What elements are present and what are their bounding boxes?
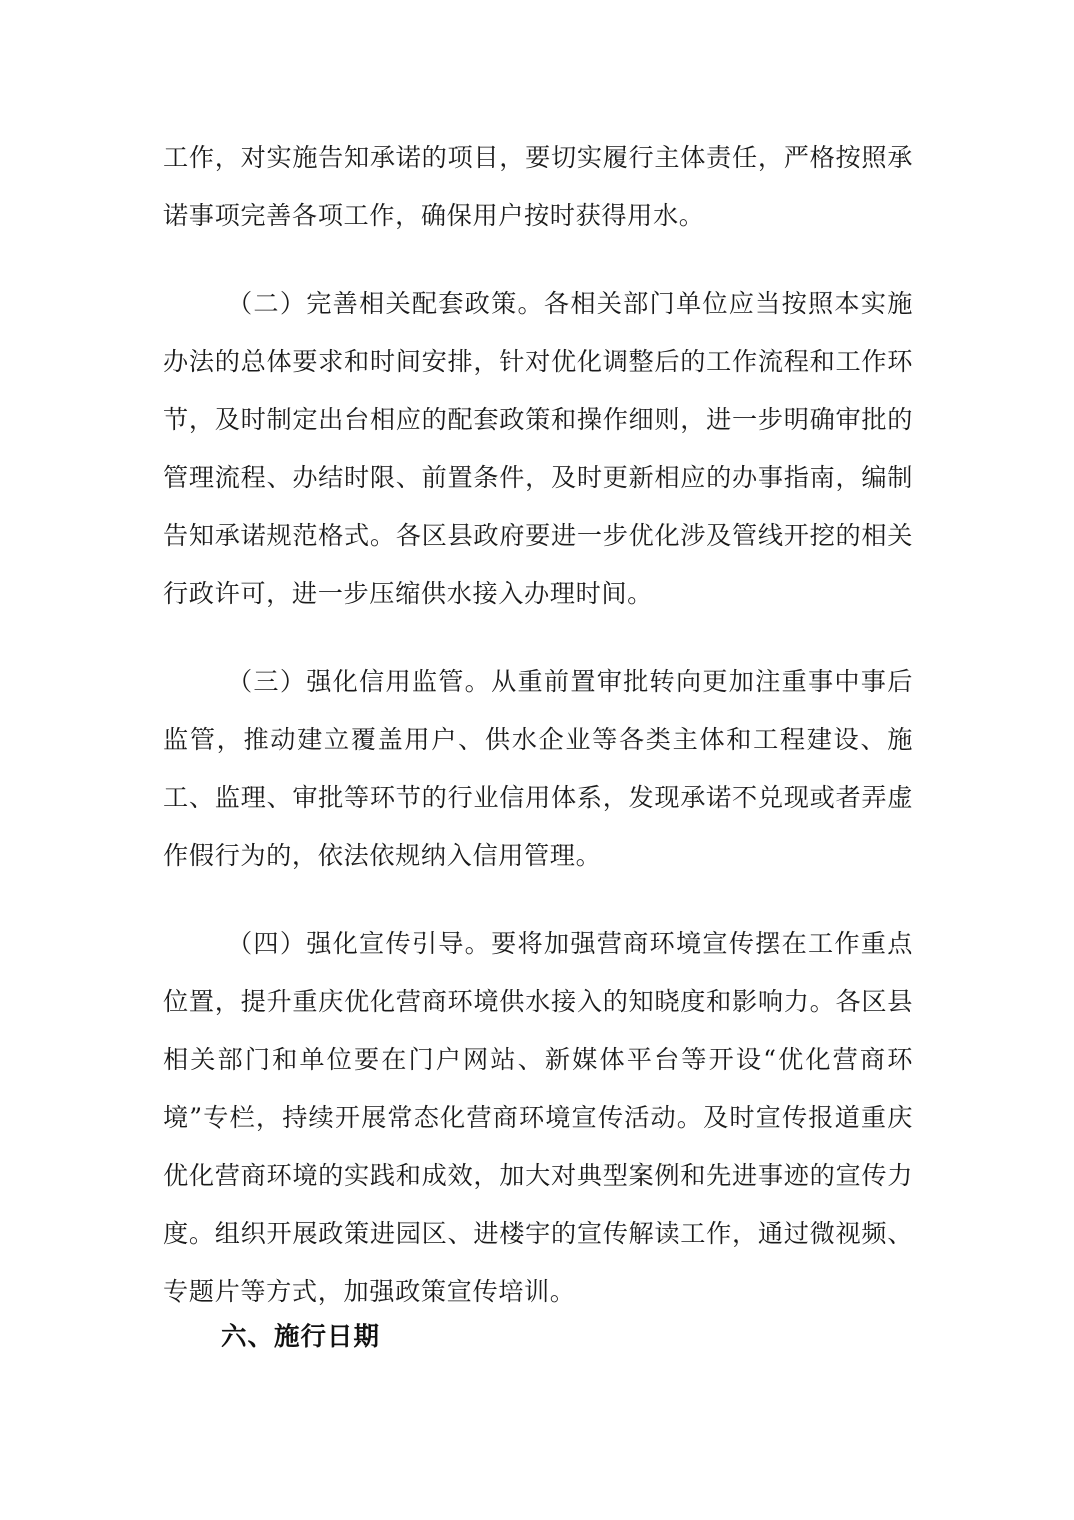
paragraph-improve-policies <box>163 275 913 623</box>
section-heading: 六、施行日期 <box>221 1322 381 1352</box>
paragraph-text: 从重前置审批转向更加注重事中事后监管，推动建立覆盖用户、供水企业等各类主体和工程建设、施工、监理、审批等环节的行业信用体系，发现承诺不兑现或者弄虚作假行为的，依法依规纳入信用管理。 <box>163 667 914 870</box>
paragraph-continuation <box>163 129 913 245</box>
paragraph-lead: （四）强化宣传引导。 <box>227 929 492 958</box>
paragraph-publicity <box>163 915 913 1321</box>
paragraph-credit-supervision <box>163 653 913 885</box>
paragraph-text: 工作，对实施告知承诺的项目，要切实履行主体责任，严格按照承诺事项完善各项工作，确保用户按时获得用水。 <box>163 143 913 230</box>
paragraph-lead: （三）强化信用监管。 <box>227 667 492 696</box>
paragraph-text: 要将加强营商环境宣传摆在工作重点位置，提升重庆优化营商环境供水接入的知晓度和影响力。各区县相关部门和单位要在门户网站、新媒体平台等开设“优化营商环境”专栏，持续开展常态化营商环境宣传活动。及时宣传报道重庆优化营商环境的实践和成效，加大对典型案例和先进事迹的宣传力度。组织开展政策进园区、进楼宇的宣传解读工作，通过微视频、专题片等方式，加强政策宣传培训。 <box>163 929 914 1306</box>
paragraph-text: 各相关部门单位应当按照本实施办法的总体要求和时间安排，针对优化调整后的工作流程和工作环节，及时制定出台相应的配套政策和操作细则，进一步明确审批的管理流程、办结时限、前置条件，及时更新相应的办事指南，编制告知承诺规范格式。各区县政府要进一步优化涉及管线开挖的相关行政许可，进一步压缩供水接入办理时间。 <box>163 289 913 608</box>
document-body <box>163 129 913 1321</box>
paragraph-lead: （二）完善相关配套政策。 <box>227 289 544 318</box>
